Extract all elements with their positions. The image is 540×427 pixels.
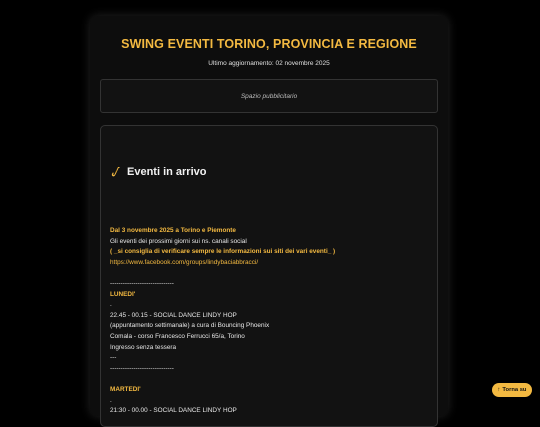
divider: ------------------------------ — [110, 279, 174, 287]
date-heading: Dal 3 novembre 2025 a Torino e Piemonte — [110, 227, 236, 234]
ad-label: Spazio pubblicitario — [240, 92, 298, 100]
facebook-link[interactable]: https://www.facebook.com/groups/lindybaciabbracci/ — [110, 258, 259, 266]
list-item: 22.45 - 00.15 - SOCIAL DANCE LINDY HOP — [110, 311, 237, 319]
page-container — [90, 16, 448, 416]
events-card — [100, 125, 438, 427]
list-item: . — [110, 301, 112, 309]
back-to-top-button[interactable] — [492, 383, 532, 397]
divider: ------------------------------ — [110, 364, 174, 372]
notice-text: ( _si consiglia di verificare sempre le informazioni sui siti dei vari eventi_ ) — [110, 248, 336, 256]
events-heading — [110, 166, 206, 178]
list-item: . — [110, 396, 112, 404]
list-item: 21:30 - 00.00 - SOCIAL DANCE LINDY HOP — [110, 407, 237, 415]
list-item: (appuntamento settimanale) a cura di Bouncing Phoenix — [110, 322, 270, 330]
intro-text: Gli eventi dei prossimi giorni sui ns. canali social — [110, 237, 247, 245]
events-list — [110, 226, 430, 417]
list-item: Comala - corso Francesco Ferrucci 65/a, Torino — [110, 332, 245, 340]
saxophone-icon — [110, 166, 122, 178]
arrow-up-icon: ↑ — [497, 387, 501, 393]
ad-space — [100, 79, 438, 113]
list-item: --- — [110, 354, 117, 362]
list-item: Ingresso senza tessera — [110, 343, 177, 351]
events-title: Eventi in arrivo — [127, 166, 207, 178]
day-monday: LUNEDI' — [110, 290, 136, 298]
last-updated: Ultimo aggiornamento: 02 novembre 2025 — [208, 60, 330, 67]
back-to-top-label: Torna su — [502, 387, 527, 393]
page-title: SWING EVENTI TORINO, PROVINCIA E REGIONE — [121, 37, 417, 51]
day-tuesday: MARTEDI' — [110, 385, 141, 393]
page-header — [90, 16, 448, 67]
